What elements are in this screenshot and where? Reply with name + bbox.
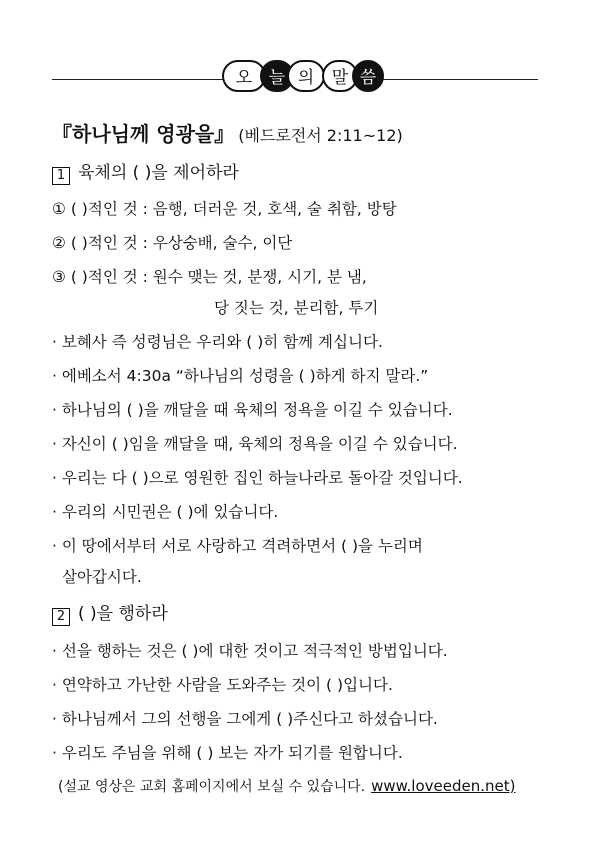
header-badge-5: 씀 xyxy=(352,60,384,92)
sermon-title xyxy=(52,118,403,147)
section1-item-3: ③ ( )적인 것 : 원수 맺는 것, 분쟁, 시기, 분 냄, xyxy=(52,268,367,286)
section1-number: 1 xyxy=(52,167,70,185)
sermon-title-text: 『하나님께 영광을』 xyxy=(52,122,235,146)
footer-note xyxy=(58,776,515,796)
scripture-reference: (베드로전서 2:11~12) xyxy=(238,126,403,145)
footer-note-text: (설교 영상은 교회 홈페이지에서 보실 수 있습니다. xyxy=(58,779,366,795)
section1-bullet-7: · 이 땅에서부터 서로 사랑하고 격려하면서 ( )을 누리며 xyxy=(52,537,423,555)
section1-bullet-3: · 하나님의 ( )을 깨달을 때 육체의 정욕을 이길 수 있습니다. xyxy=(52,401,453,419)
section2-bullet-1: · 선을 행하는 것은 ( )에 대한 것이고 적극적인 방법입니다. xyxy=(52,642,448,660)
section1-bullet-2: · 에베소서 4:30a “하나님의 성령을 ( )하게 하지 말라.” xyxy=(52,367,429,385)
section1-heading xyxy=(52,162,239,185)
footer-url-link[interactable]: www.loveeden.net) xyxy=(371,777,516,795)
section2-bullet-3: · 하나님께서 그의 선행을 그에게 ( )주신다고 하셨습니다. xyxy=(52,710,438,728)
section2-number: 2 xyxy=(52,608,70,626)
header-badge-3: 의 xyxy=(287,60,325,92)
section2-heading-text: ( )을 행하라 xyxy=(78,604,168,624)
section1-bullet-6: · 우리의 시민권은 ( )에 있습니다. xyxy=(52,503,279,521)
section2-bullet-2: · 연약하고 가난한 사람을 도와주는 것이 ( )입니다. xyxy=(52,676,393,694)
header-badge-2: 늘 xyxy=(260,60,294,92)
section1-bullet-4: · 자신이 ( )임을 깨달을 때, 육체의 정욕을 이길 수 있습니다. xyxy=(52,435,458,453)
section1-bullet-1: · 보혜사 즉 성령님은 우리와 ( )히 함께 계십니다. xyxy=(52,333,383,351)
header-badge-1: 오 xyxy=(222,60,266,92)
section2-heading xyxy=(52,603,168,626)
section1-heading-text: 육체의 ( )을 제어하라 xyxy=(78,163,239,183)
header-badge-4: 말 xyxy=(322,60,358,92)
section1-item-1: ① ( )적인 것 : 음행, 더러운 것, 호색, 술 취함, 방탕 xyxy=(52,200,397,218)
section1-bullet-7-cont: 살아갑시다. xyxy=(62,568,142,586)
section1-item-2: ② ( )적인 것 : 우상숭배, 술수, 이단 xyxy=(52,234,293,252)
section1-item-3-cont: 당 짓는 것, 분리함, 투기 xyxy=(214,299,379,317)
section2-bullet-4: · 우리도 주님을 위해 ( ) 보는 자가 되기를 원합니다. xyxy=(52,744,403,762)
section1-bullet-5: · 우리는 다 ( )으로 영원한 집인 하늘나라로 돌아갈 것입니다. xyxy=(52,469,463,487)
